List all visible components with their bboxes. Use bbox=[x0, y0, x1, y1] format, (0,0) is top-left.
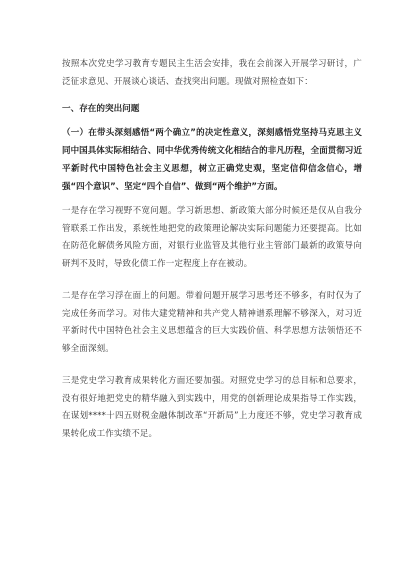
intro-paragraph: 按照本次党史学习教育专题民主生活会安排，我在会前深入开展学习研讨，广泛征求意见、开展谈心谈话、查找突出问题。现做对照检查如下： bbox=[62, 59, 362, 87]
body-paragraph: 三是党史学习教育成果转化方面还要加强。对照党史学习的总目标和总要求，没有很好地把党史的精华融入到实践中，用党的创新理论成果指导工作实践，在谋划****十四五财税金融体制改革“开新局”上力度还不够，党史学习教育成果转化成工作实绩不足。 bbox=[62, 376, 362, 439]
body-paragraph: 一是存在学习视野不宽问题。学习新思想、新政策大部分时候还是仅从自我分管联系工作出发，系统性地把党的政策理论解决实际问题能力还要提高。比如在防范化解债务风险方面，对银行业监管及其他行业主管部门最新的政策导向研判不及时，导致化债工作一定程度上存在被动。 bbox=[62, 206, 362, 269]
section-heading: 一、存在的突出问题 bbox=[62, 104, 140, 114]
body-paragraph: 二是存在学习浮在面上的问题。带着问题开展学习思考还不够多，有时仅为了完成任务而学习。对伟大建党精神和共产党人精神谱系理解不够深入，对习近平新时代中国特色社会主义思想蕴含的巨大实践价值、科学思想方法领悟还不够全面深刻。 bbox=[62, 291, 362, 354]
document-body bbox=[62, 56, 362, 443]
sub-heading: （一）在带头深刻感悟“两个确立”的决定性意义，深刻感悟党坚持马克思主义同中国具体实际相结合、同中华优秀传统文化相结合的非凡历程，全面贯彻习近平新时代中国特色社会主义思想，树立正确党史观，坚定信仰信念信心，增强“四个意识”、坚定“四个自信”、做到“两个维护”方面。 bbox=[62, 128, 362, 192]
